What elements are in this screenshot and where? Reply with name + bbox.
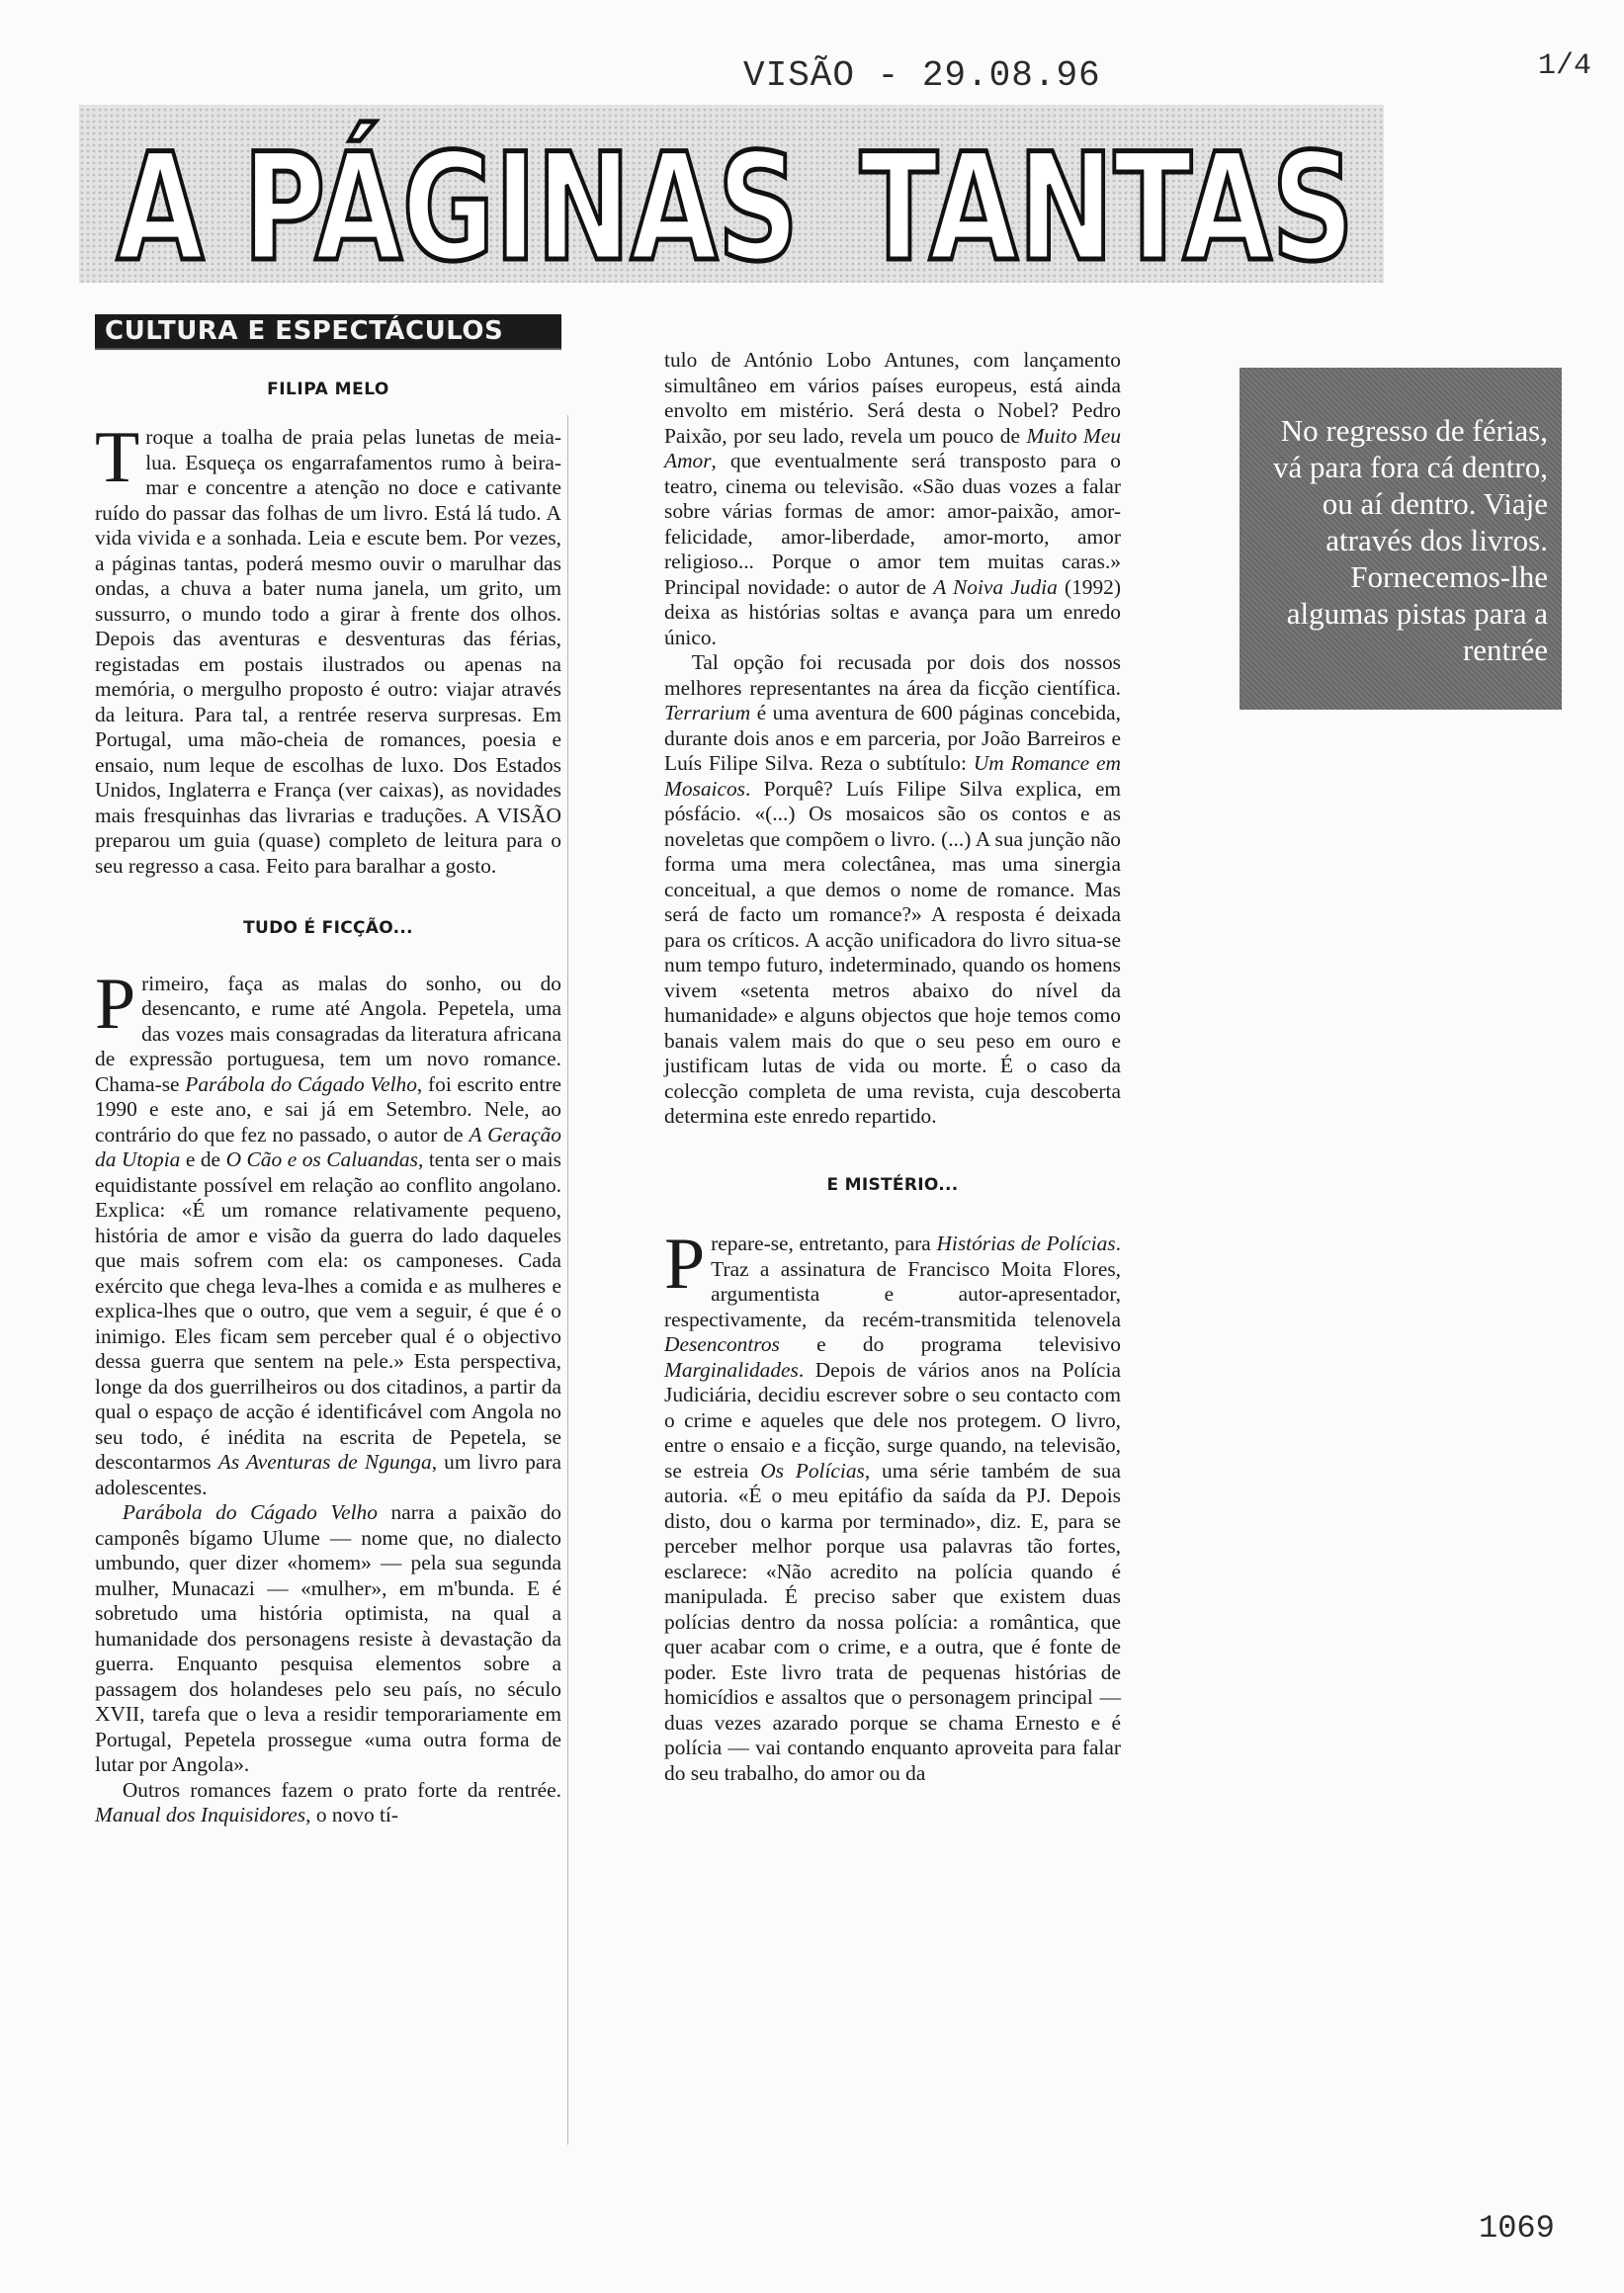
text-run: , tenta ser o mais equidistante possível em relação ao conflito angolano. Explica: «É um romance relativamente pequeno, história de amor e visão da guerra do lado daqueles que mais sofrem com ela: os camponeses. Cada exército que chega leva-lhes a comida e as mulheres e explica-lhes que o outro, que vem a seguir, é que é o inimigo. Eles ficam sem perceber qual é o objectivo dessa guerra que sentem na pele.» Esta perspectiva, longe da dos guerrilheiros ou dos citadinos, a partir da qual o espaço de acção é identificável com Angola no seu todo, é inédita na escrita de Pepetela, se descontarmos <box>95 1147 561 1474</box>
text-run: , o novo tí- <box>305 1803 399 1826</box>
book-title: Os Polícias <box>760 1458 865 1483</box>
book-title: Um Romance em Mosaicos <box>664 751 1121 801</box>
article-column-2 <box>664 348 1121 1786</box>
book-title: Desencontros <box>664 1332 780 1356</box>
masthead <box>79 95 1384 293</box>
book-title: Muito Meu Amor <box>664 423 1122 472</box>
text-run: é uma aventura de 600 páginas concebida, durante dois anos e em parceria, por João Barreiros e Luís Filipe Silva. Reza o subtítulo: <box>664 701 1121 775</box>
callout-box: No regresso de férias, vá para fora cá dentro, ou aí dentro. Viaje através dos livros. Fornecemos-lhe algumas pistas para a rentrée <box>1239 368 1562 710</box>
article-column-1 <box>95 417 561 1828</box>
text-run: . Traz a assinatura de Francisco Moita Flores, argumentista e autor-apresentador, respectivamente, da recém-transmitida telenovela <box>664 1231 1121 1331</box>
text-run: , que eventualmente será transposto para o teatro, cinema ou televisão. «São duas vozes a falar sobre várias formas de amor: amor-paixão, amor-felicidade, amor-liberdade, amor-morto, amor religioso... Porque o amor tem muitas caras.» Principal novidade: o autor de <box>664 449 1121 599</box>
section-rule <box>95 348 561 350</box>
text-run: . Depois de vários anos na Polícia Judiciária, decidiu escrever sobre o seu contacto com o crime e aqueles que dele nos protegem. O livro, entre o ensaio e a ficção, surge quando, na televisão, se estreia <box>664 1357 1121 1483</box>
text-run: Outros romances fazem o prato forte da rentrée. <box>122 1777 561 1802</box>
text-run: e do programa televisivo <box>779 1332 1121 1356</box>
section1-dropcap: P <box>95 963 136 1045</box>
intro-text: roque a toalha de praia pelas lunetas de meia-lua. Esqueça os engarrafamentos rumo à beira-mar e concentre a atenção no doce e cativante ruído do passar das folhas de um livro. Está lá tudo. A vida vivida e a sonhada. Leia e escute bem. Por vezes, a páginas tantas, poderá mesmo ouvir o marulhar das ondas, a chuva a bater numa janela, um grito, um sussurro, o mundo todo a girar à frente dos olhos. Depois das aventuras e desventuras das férias, registadas em postais ilustrados ou apenas na memória, o mergulho proposto é outro: viajar através da leitura. Para tal, a rentrée reserva surpresas. Em Portugal, uma mão-cheia de romances, poesia e ensaio, num leque de escolhas de luxo. Dos Estados Unidos, Inglaterra e França (ver caixas), as novidades mais fresquinhas das livrarias e traduções. A VISÃO preparou um guia (quase) completo de leitura para o seu regresso a casa. Feito para baralhar a gosto. <box>95 425 561 878</box>
book-title: Parábola do Cágado Velho <box>185 1071 417 1096</box>
section-label: CULTURA E ESPECTÁCULOS <box>95 314 561 348</box>
section2-paragraph-1 <box>664 1224 1121 1786</box>
column-divider <box>567 415 568 2145</box>
book-title: Parábola do Cágado Velho <box>122 1500 378 1524</box>
header-stamp: VISÃO - 29.08.96 <box>743 55 1101 96</box>
text-run: . Porquê? Luís Filipe Silva explica, em pósfácio. «(...) Os mosaicos são os contos e as noveletas que compõem o livro. (...) A sua junção não forma uma mera colectânea, mas uma sinergia conceitual, a que demos o nome de romance. Mas será de facto um romance?» A resposta é deixada para os críticos. A acção unificadora do livro situa-se num tempo futuro, indeterminado, quando os homens vivem «setenta metros abaixo do nível da humanidade» e alguns objectos que hoje temos como banais valem mais do que o seu peso em ouro e justificam lutas de vida ou morte. É o caso da colecção completa de uma revista, cuja descoberta determina este enredo repartido. <box>664 776 1121 1128</box>
section2-dropcap: P <box>664 1224 706 1305</box>
book-title: A Geração da Utopia <box>95 1122 561 1171</box>
section1-paragraph-3-continued <box>664 348 1121 650</box>
page-indicator: 1/4 <box>1538 49 1592 83</box>
text-run: , foi escrito entre 1990 e este ano, e sai já em Setembro. Nele, ao contrário do que fez no passado, o autor de <box>95 1071 561 1146</box>
section1-paragraph-2 <box>95 1500 561 1778</box>
footer-page-number: 1069 <box>1479 2210 1555 2247</box>
intro-dropcap: T <box>95 417 140 498</box>
subhead-e-misterio: E MISTÉRIO... <box>826 1174 959 1195</box>
subhead-tudo-e-ficcao: TUDO É FICÇÃO... <box>243 918 413 938</box>
book-title: As Aventuras de Ngunga <box>217 1450 432 1474</box>
book-title: Marginalidades <box>664 1357 799 1382</box>
text-run: rimeiro, faça as malas do sonho, ou do desencanto, e rume até Angola. Pepetela, uma das vozes mais consagradas da literatura africana de expressão portuguesa, tem um novo romance. Chama-se <box>95 971 561 1096</box>
text-run: tulo de António Lobo Antunes, com lançamento simultâneo em vários países europeus, está ainda envolto em mistério. Será desta o Nobel? Pedro Paixão, por seu lado, revela um pouco de <box>664 348 1121 448</box>
text-run: (1992) deixa as histórias soltas e avança para um enredo único. <box>664 574 1121 649</box>
text-run: Tal opção foi recusada por dois dos nossos melhores representantes na área da ficção científica. <box>664 650 1121 700</box>
text-run: e de <box>180 1147 226 1171</box>
text-run: narra a paixão do camponês bígamo Ulume — nome que, no dialecto umbundo, quer dizer «homem» — pela sua segunda mulher, Munacazi — «mulher», em m'bunda. E é sobretudo uma história optimista, na qual a humanidade dos personagens resiste à devastação da guerra. Enquanto pesquisa elementos sobre a passagem dos holandeses pelo seu país, no século XVII, tarefa que o leva a residir temporariamente em Portugal, Pepetela prossegue «uma outra forma de lutar por Angola». <box>95 1500 561 1776</box>
section1-paragraph-1 <box>95 963 561 1501</box>
text-run: , uma série também de sua autoria. «É o meu epitáfio da saída da PJ. Depois disto, dou o karma por terminado», diz. E, para se perceber melhor porque usa palavras tão fortes, esclarece: «Não acredito na polícia quando é manipulada. É preciso saber que existem duas polícias dentro da nossa polícia: a romântica, que quer acabar com o crime, e a outra, que é fonte de poder. Este livro trata de pequenas histórias de homicídios e assaltos que o personagem principal — duas vezes azarado porque se chama Ernesto e é polícia — vai contando enquanto aproveita para falar do seu trabalho, do amor ou da <box>664 1458 1121 1785</box>
section1-paragraph-3 <box>95 1778 561 1828</box>
section1-paragraph-4 <box>664 650 1121 1130</box>
book-title: O Cão e os Caluandas <box>225 1147 418 1171</box>
book-title: Terrarium <box>664 701 751 724</box>
masthead-title-right: TANTAS <box>860 123 1354 295</box>
intro-paragraph <box>95 417 561 879</box>
text-run: , um livro para adolescentes. <box>95 1450 561 1499</box>
masthead-title-left: A PÁGINAS <box>117 123 1016 295</box>
byline: FILIPA MELO <box>267 380 389 399</box>
book-title: Manual dos Inquisidores <box>95 1803 306 1826</box>
book-title: Histórias de Polícias <box>936 1231 1116 1255</box>
text-run: repare-se, entretanto, para <box>711 1231 937 1255</box>
book-title: A Noiva Judia <box>933 574 1058 599</box>
